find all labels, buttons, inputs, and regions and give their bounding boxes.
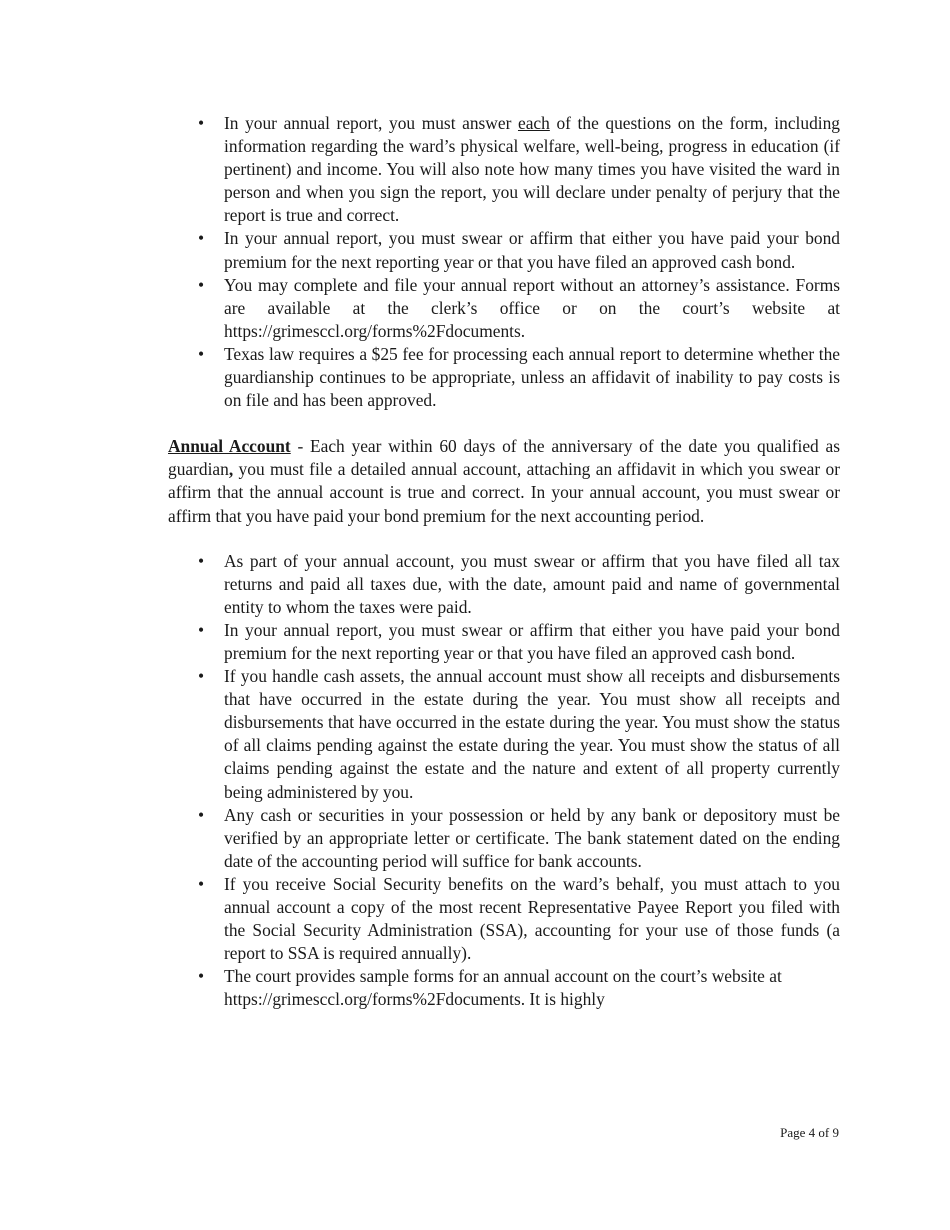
bullet-text: Any cash or securities in your possession or held by any bank or depository must be verified by an appropriate letter or certificate. The bank statement dated on the ending date of the accounting period will suffice for bank accounts. (224, 804, 840, 871)
bullet-icon: • (197, 228, 205, 249)
bullet-text: If you handle cash assets, the annual account must show all receipts and disbursements that have occurred in the estate during the year. You must show all receipts and disbursements that have occurred in the estate during the year. You must show the status of all claims pending against the estate during the year. You must show the status of all claims pending against the estate and the nature and extent of all property currently being administered by you. (224, 666, 840, 802)
emphasized-word: each (517, 113, 550, 133)
list-item (168, 873, 840, 965)
bullet-icon: • (197, 343, 205, 364)
annual-account-bullet-list (168, 550, 840, 1012)
bullet-icon: • (197, 619, 205, 640)
annual-account-comma: , (228, 459, 234, 480)
page-content (168, 112, 840, 1011)
list-item (168, 965, 840, 1011)
bullet-icon: • (197, 113, 205, 133)
bullet-text-start: In your annual report, you must answer (224, 113, 518, 133)
list-item (168, 112, 840, 227)
bullet-text: The court provides sample forms for an annual account on the court’s website at https://grimesccl.org/forms%2Fdocuments. It is highly (224, 966, 782, 1010)
bullet-text: As part of your annual account, you must swear or affirm that you have filed all tax returns and paid all taxes due, with the date, amount paid and name of governmental entity to whom the taxes were paid. (224, 550, 840, 617)
bullet-text: In your annual report, you must swear or affirm that either you have paid your bond premium for the next reporting year or that you have filed an approved cash bond. (224, 619, 840, 663)
list-item (168, 619, 840, 665)
annual-account-paragraph (168, 435, 840, 527)
bullet-icon: • (197, 666, 205, 687)
list-item (168, 227, 840, 273)
annual-account-text-b: you must file a detailed annual account, attaching an affidavit in which you swear or affirm that the annual account is true and correct. In your annual account, you must swear or affirm that you have paid your bond premium for the next accounting period. (168, 459, 840, 526)
list-item (168, 274, 840, 343)
annual-report-bullet-list (168, 112, 840, 412)
annual-account-text-a: - Each year within 60 days of the anniversary of the date you qualified as guardian (168, 436, 840, 480)
list-item (168, 550, 840, 619)
bullet-text: If you receive Social Security benefits on the ward’s behalf, you must attach to you annual account a copy of the most recent Representative Payee Report you filed with the Social Security Administration (SSA), accounting for your use of those funds (a report to SSA is required annually). (224, 873, 840, 964)
list-item (168, 343, 840, 412)
list-item (168, 804, 840, 873)
page-number: Page 4 of 9 (780, 1125, 839, 1140)
bullet-icon: • (197, 274, 205, 295)
bullet-text-end: of the questions on the form, including information regarding the ward’s physical welfare, well-being, progress in education (if pertinent) and income. You will also note how many times you have visited the ward in person and when you sign the report, you will declare under penalty of perjury that the report is true and correct. (224, 113, 840, 226)
bullet-text: Texas law requires a $25 fee for processing each annual report to determine whether the guardianship continues to be appropriate, unless an affidavit of inability to pay costs is on file and has been approved. (224, 343, 840, 411)
bullet-text: In your annual report, you must swear or affirm that either you have paid your bond premium for the next reporting year or that you have filed an approved cash bond. (224, 228, 840, 272)
list-item (168, 665, 840, 804)
bullet-icon: • (197, 804, 205, 825)
bullet-icon: • (197, 550, 205, 571)
bullet-text: You may complete and file your annual report without an attorney’s assistance. Forms are available at the clerk’s office or on the court’s website at https://grimesccl.org/forms%2Fdocuments. (224, 274, 840, 341)
annual-account-heading: Annual Account (168, 436, 291, 457)
bullet-icon: • (197, 873, 205, 894)
bullet-icon: • (197, 966, 205, 987)
